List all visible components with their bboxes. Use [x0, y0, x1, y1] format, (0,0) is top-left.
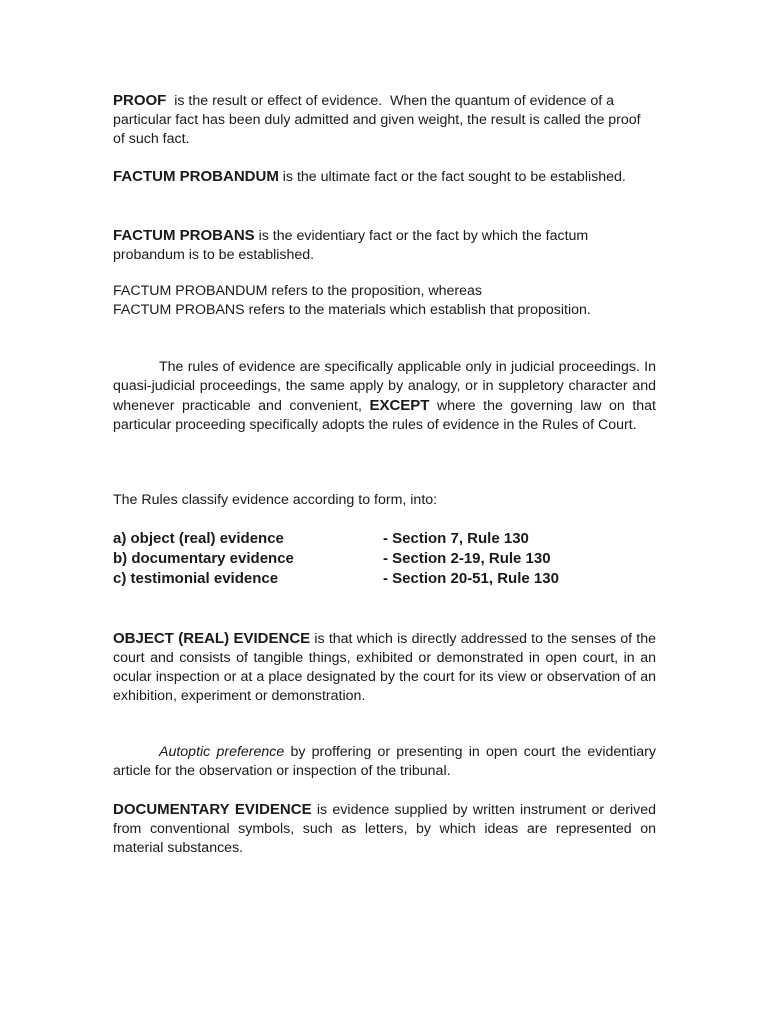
factum-probans-text: is the evidentiary fact or the fact by which the factum probandum is to be established. [113, 228, 589, 263]
classification-reference: - Section 20-51, Rule 130 [383, 570, 559, 587]
factum-probandum-term: FACTUM PROBANDUM [113, 168, 279, 185]
object-evidence-definition [113, 629, 656, 706]
rules-text-before: The rules of evidence are specifically applicable only in judicial proceedings. In quasi-judicial proceedings, the same apply by analogy, or in suppletory character and whenever practicable and convenient, [113, 359, 656, 414]
documentary-evidence-term: DOCUMENTARY EVIDENCE [113, 801, 312, 818]
object-evidence-term: OBJECT (REAL) EVIDENCE [113, 630, 311, 647]
factum-probandum-definition [113, 167, 656, 187]
rules-emphasis: EXCEPT [369, 397, 430, 414]
autoptic-text: by proffering or presenting in open court the evidentiary article for the observation or inspection of the tribunal. [113, 744, 656, 779]
proof-definition [113, 91, 656, 149]
classification-label: c) testimonial evidence [113, 570, 279, 587]
classification-reference: - Section 2-19, Rule 130 [383, 550, 551, 567]
documentary-evidence-text: is evidence supplied by written instrument or derived from conventional symbols, such as letters, by which ideas are represented on material substances. [113, 802, 656, 856]
factum-probans-definition [113, 226, 656, 265]
comparison-line-1: FACTUM PROBANDUM refers to the proposition, whereas [113, 283, 482, 299]
proof-term: PROOF [113, 92, 167, 109]
classification-item [113, 529, 673, 549]
rules-paragraph [113, 358, 656, 435]
object-evidence-text: is that which is directly addressed to the senses of the court and consists of tangible things, exhibited or demonstrated in open court, in an ocular inspection or at a place designated by the court for its view or observation of an exhibition, experiment or demonstration. [113, 631, 656, 704]
comparison-paragraph [113, 282, 656, 320]
classification-label: a) object (real) evidence [113, 530, 284, 547]
factum-probandum-text: is the ultimate fact or the fact sought to be established. [278, 169, 626, 185]
rules-text-after: where the governing law on that particular proceeding specifically adopts the rules of evidence in the Rules of Court. [113, 398, 656, 433]
autoptic-preference-paragraph [113, 743, 656, 781]
classification-item [113, 569, 673, 589]
classification-intro: The Rules classify evidence according to form, into: [113, 492, 438, 508]
comparison-line-2: FACTUM PROBANS refers to the materials which establish that proposition. [113, 302, 591, 318]
classification-item [113, 549, 673, 569]
documentary-evidence-definition [113, 800, 656, 858]
classification-label: b) documentary evidence [113, 550, 294, 567]
proof-text: is the result or effect of evidence. When the quantum of evidence of a particular fact has been duly admitted and given weight, the result is called the proof of such fact. [113, 93, 645, 147]
factum-probans-term: FACTUM PROBANS [113, 227, 255, 244]
autoptic-term: Autoptic preference [159, 744, 285, 760]
classification-reference: - Section 7, Rule 130 [383, 530, 529, 547]
